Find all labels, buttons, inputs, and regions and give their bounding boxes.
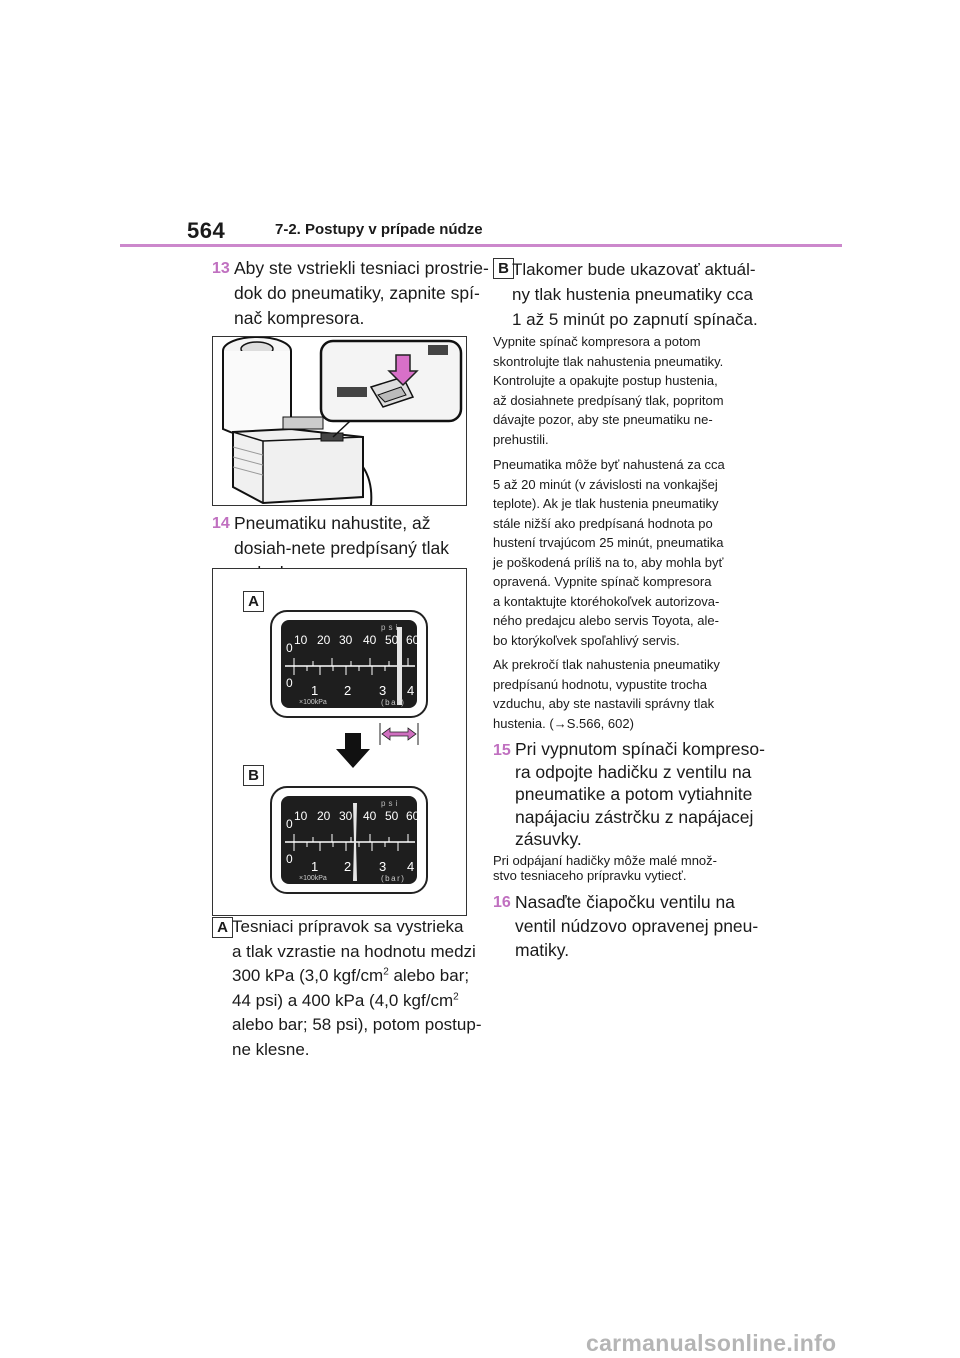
pressure-gauge-illustration bbox=[212, 568, 467, 916]
pressure-range-arrow-icon bbox=[377, 723, 421, 745]
step-number: 16 bbox=[493, 894, 511, 911]
bar-unit: (bar) bbox=[381, 698, 406, 707]
step-number: 14 bbox=[212, 515, 230, 532]
kpa-label: ×100kPa bbox=[299, 875, 327, 882]
page-number: 564 bbox=[187, 218, 226, 243]
step-text: Pneumatiku nahustite, až dosiah-nete predpísaný tlak bbox=[234, 513, 449, 558]
note-b-line: ny tlak hustenia pneumatiky cca bbox=[512, 285, 753, 304]
psi-tick: 30 bbox=[339, 809, 353, 823]
psi-tick: 20 bbox=[317, 633, 331, 647]
section-title: 7-2. Postupy v prípade núdze bbox=[275, 221, 483, 238]
bar-unit: (bar) bbox=[381, 874, 406, 883]
note-b-badge: B bbox=[493, 258, 514, 279]
note-a-line: 44 psi) a 400 kPa (4,0 kgf/$cm^2$ bbox=[232, 990, 459, 1010]
gauge-b bbox=[269, 785, 429, 895]
watermark: carmanualsonline.info bbox=[586, 1330, 837, 1356]
note-a-badge: A bbox=[212, 917, 233, 938]
bar-tick: 0 bbox=[286, 852, 293, 866]
step-text: Nasaďte čiapočku ventilu na ventil núdzovo opravenej pneu- matiky. bbox=[515, 892, 759, 960]
step-number: 13 bbox=[212, 260, 230, 277]
psi-tick: 40 bbox=[363, 809, 377, 823]
gauge-label-b: B bbox=[243, 765, 264, 786]
header-rule bbox=[120, 244, 842, 247]
bar-tick: 2 bbox=[344, 859, 352, 874]
note-a-line: ne klesne. bbox=[232, 1039, 310, 1059]
step-number: 15 bbox=[493, 742, 511, 759]
para-hose-note: Pri odpájaní hadičky môže malé množ- stvo tesniaceho prípravku vytiecť. bbox=[493, 853, 717, 883]
psi-unit: psi bbox=[381, 799, 401, 808]
bar-tick: 3 bbox=[379, 683, 387, 698]
para-overinflation: Ak prekročí tlak nahustenia pneumatiky predpísanú hodnotu, vypustite trocha vzduchu, aby ste nastavili správny tlak hustenia. (→S.566, 602) bbox=[493, 657, 720, 731]
note-a-line: Tesniaci prípravok sa vystrieka bbox=[232, 917, 464, 936]
psi-tick: 60 bbox=[406, 809, 420, 823]
step-text: Pri vypnutom spínači kompreso- ra odpojte hadičku z ventilu na pneumatike a potom vytiahnite napájaciu zástrčku z napájacej zásuvky. bbox=[515, 739, 765, 849]
compressor-illustration bbox=[212, 336, 467, 506]
bar-tick: 3 bbox=[379, 859, 387, 874]
bar-tick: 4 bbox=[407, 859, 415, 874]
psi-unit: psi bbox=[381, 623, 401, 632]
bar-tick: 1 bbox=[311, 683, 319, 698]
note-b-line: Tlakomer bude ukazovať aktuál- bbox=[512, 260, 756, 279]
step-13 bbox=[212, 256, 492, 336]
bar-tick: 1 bbox=[311, 859, 319, 874]
psi-tick: 0 bbox=[286, 817, 293, 831]
psi-tick: 50 bbox=[385, 633, 399, 647]
bar-tick: 2 bbox=[344, 683, 352, 698]
compressor-switch-icon bbox=[213, 337, 466, 505]
para-inflation-time: Pneumatika môže byť nahustená za cca 5 až 20 minút (v závislosti na vonkajšej teplote). Ak je tlak hustenia pneumatiky stále nižší ako predpísaná hodnota po hustení trvajúcom 25 minút, pneumatika je poškodená príliš na to, aby mohla byť opravená. Vypnite spínač kompresora a kontaktujte ktoréhokoľvek autorizova- ného predajcu alebo servis Toyota, ale- bo ktorýkoľvek spoľahlivý servis. bbox=[493, 457, 725, 648]
step-text: Aby ste vstriekli tesniaci prostrie-dok do pneumatiky, zapnite spí-nač kompresora. bbox=[234, 258, 489, 328]
step-15 bbox=[493, 738, 773, 858]
psi-tick: 40 bbox=[363, 633, 377, 647]
psi-tick: 0 bbox=[286, 641, 293, 655]
down-arrow-icon bbox=[335, 733, 371, 769]
note-b-text bbox=[512, 257, 762, 332]
note-b-line: 1 až 5 minút po zapnutí spínača. bbox=[512, 310, 758, 329]
psi-tick: 10 bbox=[294, 809, 308, 823]
psi-tick: 30 bbox=[339, 633, 353, 647]
kpa-label: ×100kPa bbox=[299, 699, 327, 706]
note-a-text bbox=[232, 915, 482, 1062]
psi-tick: 10 bbox=[294, 633, 308, 647]
para-check-pressure: Vypnite spínač kompresora a potom skontrolujte tlak nahustenia pneumatiky. Kontrolujte a opakujte postup hustenia, až dosiahnete predpísaný tlak, popritom dávajte pozor, aby ste pneumatiku ne- prehustili. bbox=[493, 334, 724, 447]
gauge-a bbox=[269, 609, 429, 719]
psi-tick: 50 bbox=[385, 809, 399, 823]
bar-tick: 0 bbox=[286, 676, 293, 690]
note-a-line: 300 kPa (3,0 kgf/$cm^2$ alebo bar; bbox=[232, 966, 470, 985]
step-16 bbox=[493, 890, 773, 970]
note-a-line: a tlak vzrastie na hodnotu medzi bbox=[232, 941, 476, 961]
psi-tick: 20 bbox=[317, 809, 331, 823]
gauge-label-a: A bbox=[243, 591, 264, 612]
step-14 bbox=[212, 511, 492, 567]
psi-tick: 60 bbox=[406, 633, 420, 647]
bar-tick: 4 bbox=[407, 683, 415, 698]
note-a-line: alebo bar; 58 psi), potom postup- bbox=[232, 1015, 482, 1034]
